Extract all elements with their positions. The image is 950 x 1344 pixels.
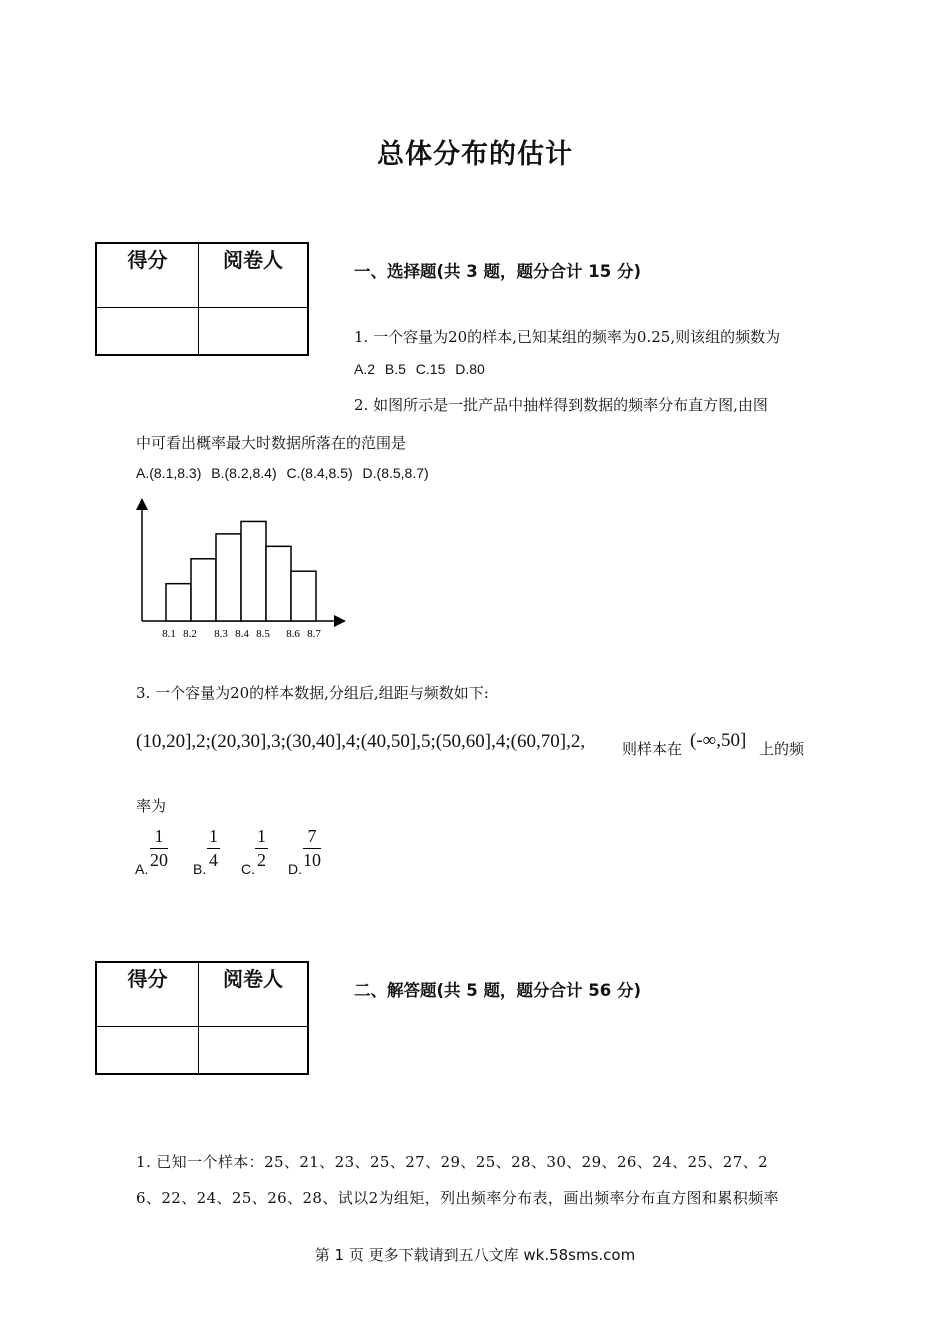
q3-text-end: 上的频 [759,740,805,758]
section2-heading: 二、解答题(共 5 题，题分合计 56 分) [354,981,642,1000]
q3-option-d-fraction [303,826,321,871]
fraction-denominator: 20 [150,850,168,870]
q3-option-b-fraction [207,826,220,871]
x-tick-label: 8.5 [256,628,270,640]
grader-cell[interactable] [199,1026,309,1074]
q1-text: 1. 一个容量为20的样本,已知某组的频率为0.25,则该组的频数为 [354,328,781,346]
score-cell[interactable] [96,307,199,355]
fraction-numerator: 1 [150,826,168,849]
q3-option-c-fraction [255,826,268,871]
fraction-denominator: 4 [209,850,218,870]
x-tick-label: 8.7 [307,628,321,640]
q3-text-mid: 则样本在 [622,740,683,758]
x-tick-label: 8.4 [235,628,249,640]
q2-text-line1: 2. 如图所示是一批产品中抽样得到数据的频率分布直方图,由图 [354,396,768,414]
fraction-numerator: 7 [303,826,321,849]
s2-q1-line1: 1. 已知一个样本：25、21、23、25、27、29、25、28、30、29、26、24、25、27、2 [136,1153,769,1171]
q3-option-c-label: C. [241,861,255,877]
fraction-denominator: 10 [303,850,321,870]
histogram-bar-8.4-8.5 [241,521,266,621]
section1-heading: 一、选择题(共 3 题，题分合计 15 分) [354,262,642,281]
histogram-bar-8.2-8.3 [191,559,216,621]
q3-groups: (10,20],2;(20,30],3;(30,40],4;(40,50],5;(50,60],4;(60,70],2, [136,731,586,752]
grader-cell[interactable] [199,307,309,355]
score-table-1 [95,242,309,356]
grader-header: 阅卷人 [199,962,309,1026]
x-tick-label: 8.6 [286,628,300,640]
q3-interval: (-∞,50] [690,730,747,751]
histogram-bar-8.6-8.7 [291,571,316,621]
q3-text-line3: 率为 [136,797,167,815]
x-tick-label: 8.1 [162,628,176,640]
fraction-denominator: 2 [257,850,266,870]
q1-options: A.2 B.5 C.15 D.80 [354,361,485,377]
x-tick-label: 8.3 [214,628,228,640]
x-tick-label: 8.2 [183,628,197,640]
score-header: 得分 [96,243,199,307]
histogram-bar-8.1-8.2 [166,584,191,621]
q3-option-a-fraction [150,826,168,871]
fraction-numerator: 1 [255,826,268,849]
q3-text: 3. 一个容量为20的样本数据,分组后,组距与频数如下: [136,684,489,702]
score-header: 得分 [96,962,199,1026]
page-title: 总体分布的估计 [377,139,573,170]
q3-option-a-label: A. [135,861,149,877]
q3-option-d-label: D. [288,861,302,877]
fraction-numerator: 1 [207,826,220,849]
page-footer: 第 1 页 更多下载请到五八文库 wk.58sms.com [314,1246,636,1264]
grader-header: 阅卷人 [199,243,309,307]
histogram-chart [125,495,355,645]
s2-q1-line2: 6、22、24、25、26、28、试以2为组矩，列出频率分布表，画出频率分布直方图和累积频率 [136,1189,779,1207]
q3-option-b-label: B. [193,861,207,877]
q2-options: A.(8.1,8.3) B.(8.2,8.4) C.(8.4,8.5) D.(8.5,8.7) [136,465,429,481]
histogram-bar-8.5-8.6 [266,546,291,621]
score-cell[interactable] [96,1026,199,1074]
score-table-2 [95,961,309,1075]
histogram-bar-8.3-8.4 [216,534,241,621]
q2-text-line2: 中可看出概率最大时数据所落在的范围是 [136,434,407,452]
